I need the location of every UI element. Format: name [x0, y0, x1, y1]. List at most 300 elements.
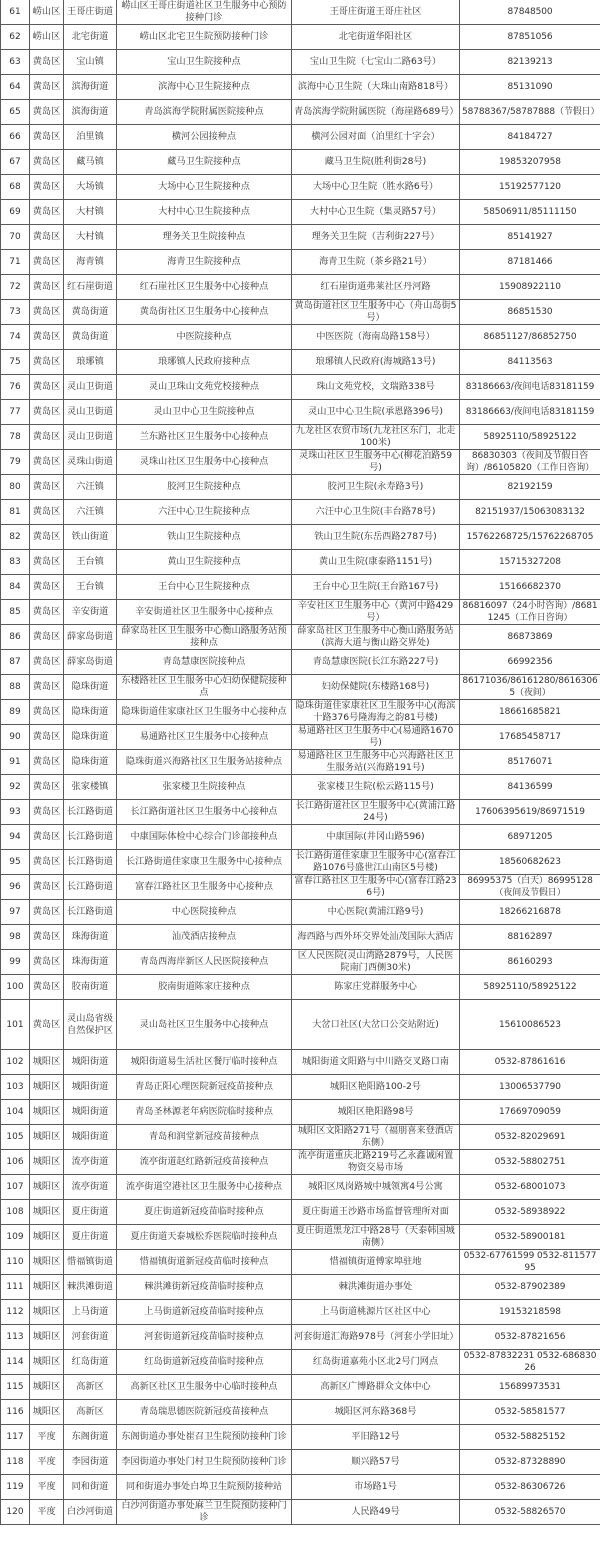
street-cell: 灵山卫街道 — [64, 375, 117, 400]
street-cell: 薛家岛街道 — [64, 650, 117, 675]
address-cell: 城阳区文阳路271号（福朋喜来登酒店东侧） — [292, 1125, 460, 1150]
street-cell: 城阳街道 — [64, 1100, 117, 1125]
table-row — [1, 1200, 600, 1225]
address-cell: 珠山文苑党校，文瑞路338号 — [292, 375, 460, 400]
phone-cell: 0532-87832231 0532-68683026 — [460, 1350, 600, 1375]
address-cell: 海青卫生院（茶乡路21号） — [292, 250, 460, 275]
phone-cell: 0532-86306726 — [460, 1475, 600, 1500]
row-number-cell: 63 — [1, 50, 30, 75]
address-cell: 辛安社区卫生服务中心（黄河中路429号） — [292, 600, 460, 625]
phone-cell: 15762268725/15762268705 — [460, 525, 600, 550]
address-cell: 黄山卫生院(康泰路1151号) — [292, 550, 460, 575]
phone-cell: 85176071 — [460, 750, 600, 775]
phone-cell: 19853207958 — [460, 150, 600, 175]
vaccination-site-cell: 汕茂酒店接种点 — [117, 925, 292, 950]
street-cell: 滨海街道 — [64, 75, 117, 100]
row-number-cell: 95 — [1, 850, 30, 875]
row-number-cell: 69 — [1, 200, 30, 225]
address-cell: 青岛慧康医院(长江东路227号) — [292, 650, 460, 675]
table-row — [1, 975, 600, 1000]
table-row — [1, 900, 600, 925]
address-cell: 大村中心卫生院（集灵路57号） — [292, 200, 460, 225]
phone-cell: 85141927 — [460, 225, 600, 250]
address-cell: 滨海中心卫生院（大珠山南路818号） — [292, 75, 460, 100]
table-row — [1, 450, 600, 475]
row-number-cell: 61 — [1, 0, 30, 25]
district-cell: 黄岛区 — [30, 525, 64, 550]
vaccination-site-cell: 胶南街道陈家庄接种点 — [117, 975, 292, 1000]
table-row — [1, 250, 600, 275]
vaccination-site-cell: 隐珠街道兴海路社区卫生服务站接种点 — [117, 750, 292, 775]
district-cell: 崂山区 — [30, 0, 64, 25]
table-row — [1, 1250, 600, 1275]
vaccination-site-cell: 夏庄街道新冠疫苗临时接种点 — [117, 1200, 292, 1225]
address-cell: 易通路社区卫生服务中心(易通路1670号) — [292, 725, 460, 750]
row-number-cell: 109 — [1, 1225, 30, 1250]
row-number-cell: 66 — [1, 125, 30, 150]
street-cell: 灵山卫街道 — [64, 400, 117, 425]
phone-cell: 84113563 — [460, 350, 600, 375]
district-cell: 黄岛区 — [30, 200, 64, 225]
district-cell: 黄岛区 — [30, 325, 64, 350]
street-cell: 同和街道 — [64, 1475, 117, 1500]
vaccination-site-cell: 海青卫生院接种点 — [117, 250, 292, 275]
vaccination-site-cell: 中医院接种点 — [117, 325, 292, 350]
phone-cell: 15610086523 — [460, 1000, 600, 1050]
address-cell: 城阳街道文阳路与中川路交叉路口南 — [292, 1050, 460, 1075]
address-cell: 海西路与西外环交界处汕茂国际大酒店 — [292, 925, 460, 950]
table-row — [1, 750, 600, 775]
table-row — [1, 800, 600, 825]
street-cell: 灵珠山街道 — [64, 450, 117, 475]
vaccination-site-cell: 惜福镇街道新冠疫苗临时接种点 — [117, 1250, 292, 1275]
vaccination-site-cell: 隐珠街道佳家康社区卫生服务中心接种点 — [117, 700, 292, 725]
table-row — [1, 25, 600, 50]
vaccination-site-cell: 富春江路社区卫生服务中心接种点 — [117, 875, 292, 900]
table-row — [1, 875, 600, 900]
address-cell: 薛家岛社区卫生服务中心衡山路服务站(滨海大道与衡山路交界处) — [292, 625, 460, 650]
address-cell: 王哥庄街道王哥庄社区 — [292, 0, 460, 25]
table-row — [1, 1375, 600, 1400]
table-row — [1, 1150, 600, 1175]
street-cell: 灵山卫街道 — [64, 425, 117, 450]
address-cell: 藏马卫生院(胜利街28号) — [292, 150, 460, 175]
phone-cell: 13006537790 — [460, 1075, 600, 1100]
vaccination-site-cell: 长江路街道社区卫生服务中心接种点 — [117, 800, 292, 825]
street-cell: 王台镇 — [64, 550, 117, 575]
row-number-cell: 85 — [1, 600, 30, 625]
street-cell: 王哥庄街道 — [64, 0, 117, 25]
address-cell: 大场中心卫生院（胜水路6号） — [292, 175, 460, 200]
table-row — [1, 825, 600, 850]
district-cell: 黄岛区 — [30, 850, 64, 875]
table-row — [1, 0, 600, 25]
phone-cell: 86171036/86161280/86163065（夜间） — [460, 675, 600, 700]
vaccination-site-cell: 流亭街道赵红路新冠疫苗接种点 — [117, 1150, 292, 1175]
phone-cell: 83186663/夜间电话83181159 — [460, 400, 600, 425]
row-number-cell: 93 — [1, 800, 30, 825]
row-number-cell: 91 — [1, 750, 30, 775]
table-row — [1, 1325, 600, 1350]
phone-cell: 86851530 — [460, 300, 600, 325]
address-cell: 妇幼保健院(东楼路168号) — [292, 675, 460, 700]
phone-cell: 85131090 — [460, 75, 600, 100]
district-cell: 城阳区 — [30, 1150, 64, 1175]
phone-cell: 18266216878 — [460, 900, 600, 925]
vaccination-site-cell: 灵珠山社区卫生服务中心接种点 — [117, 450, 292, 475]
address-cell: 陈家庄党群服务中心 — [292, 975, 460, 1000]
phone-cell: 0532-68001073 — [460, 1175, 600, 1200]
phone-cell: 84184727 — [460, 125, 600, 150]
phone-cell: 19153218598 — [460, 1300, 600, 1325]
row-number-cell: 77 — [1, 400, 30, 425]
table-row — [1, 1100, 600, 1125]
street-cell: 王台镇 — [64, 575, 117, 600]
district-cell: 黄岛区 — [30, 450, 64, 475]
district-cell: 黄岛区 — [30, 250, 64, 275]
table-row — [1, 925, 600, 950]
district-cell: 城阳区 — [30, 1275, 64, 1300]
row-number-cell: 118 — [1, 1450, 30, 1475]
phone-cell: 58506911/85111150 — [460, 200, 600, 225]
phone-cell: 15715327208 — [460, 550, 600, 575]
row-number-cell: 111 — [1, 1275, 30, 1300]
table-row — [1, 1000, 600, 1050]
vaccination-site-cell: 六汪中心卫生院接种点 — [117, 500, 292, 525]
table-row — [1, 325, 600, 350]
phone-cell: 17606395619/86971519 — [460, 800, 600, 825]
street-cell: 河套街道 — [64, 1325, 117, 1350]
phone-cell: 86160293 — [460, 950, 600, 975]
address-cell: 青岛滨海学院附属医院（海崖路689号） — [292, 100, 460, 125]
district-cell: 黄岛区 — [30, 475, 64, 500]
street-cell: 灵山岛省级自然保护区 — [64, 1000, 117, 1050]
table-row — [1, 775, 600, 800]
phone-cell: 0532-87902389 — [460, 1275, 600, 1300]
vaccination-site-cell: 李园街道办事处门村卫生院预防接种门诊 — [117, 1450, 292, 1475]
district-cell: 城阳区 — [30, 1175, 64, 1200]
row-number-cell: 97 — [1, 900, 30, 925]
phone-cell: 0532-58581577 — [460, 1400, 600, 1425]
row-number-cell: 89 — [1, 700, 30, 725]
table-row — [1, 1450, 600, 1475]
street-cell: 泊里镇 — [64, 125, 117, 150]
district-cell: 黄岛区 — [30, 400, 64, 425]
street-cell: 东阁街道 — [64, 1425, 117, 1450]
phone-cell: 88162897 — [460, 925, 600, 950]
address-cell: 富春江路社区卫生服务中心(富春江路236号) — [292, 875, 460, 900]
district-cell: 城阳区 — [30, 1325, 64, 1350]
address-cell: 中康国际(井冈山路596) — [292, 825, 460, 850]
vaccination-site-cell: 琅琊镇人民政府接种点 — [117, 350, 292, 375]
vaccination-site-cell: 河套街道新冠疫苗临时接种点 — [117, 1325, 292, 1350]
street-cell: 李园街道 — [64, 1450, 117, 1475]
street-cell: 隐珠街道 — [64, 675, 117, 700]
phone-cell: 0532-87821656 — [460, 1325, 600, 1350]
street-cell: 薛家岛街道 — [64, 625, 117, 650]
address-cell: 夏庄街道黑龙江中路28号（天泰韩国城南侧） — [292, 1225, 460, 1250]
district-cell: 城阳区 — [30, 1225, 64, 1250]
table-row — [1, 1400, 600, 1425]
street-cell: 长江路街道 — [64, 900, 117, 925]
district-cell: 崂山区 — [30, 25, 64, 50]
vaccination-site-cell: 黄岛街社区卫生服务中心接种点 — [117, 300, 292, 325]
vaccination-site-cell: 红石崖社区卫生服务中心接种点 — [117, 275, 292, 300]
address-cell: 顺兴路57号 — [292, 1450, 460, 1475]
address-cell: 宝山卫生院（七宝山二路63号） — [292, 50, 460, 75]
row-number-cell: 73 — [1, 300, 30, 325]
address-cell: 城阳区凤岗路城中城领寓4号公寓 — [292, 1175, 460, 1200]
district-cell: 黄岛区 — [30, 650, 64, 675]
street-cell: 惜福镇街道 — [64, 1250, 117, 1275]
table-row — [1, 350, 600, 375]
district-cell: 平度 — [30, 1500, 64, 1525]
vaccination-site-cell: 青岛慧康医院接种点 — [117, 650, 292, 675]
address-cell: 高新区广博路群众文体中心 — [292, 1375, 460, 1400]
phone-cell: 82139213 — [460, 50, 600, 75]
table-row — [1, 575, 600, 600]
address-cell: 铁山卫生院(东岳西路2787号) — [292, 525, 460, 550]
phone-cell: 66992356 — [460, 650, 600, 675]
vaccination-site-cell: 灵山岛社区卫生服务中心接种点 — [117, 1000, 292, 1050]
phone-cell: 17685458717 — [460, 725, 600, 750]
district-cell: 黄岛区 — [30, 575, 64, 600]
row-number-cell: 116 — [1, 1400, 30, 1425]
vaccination-site-cell: 横河公园接种点 — [117, 125, 292, 150]
row-number-cell: 74 — [1, 325, 30, 350]
table-row — [1, 550, 600, 575]
phone-cell: 17669709059 — [460, 1100, 600, 1125]
row-number-cell: 87 — [1, 650, 30, 675]
address-cell: 王台中心卫生院(王台路167号) — [292, 575, 460, 600]
phone-cell: 84136599 — [460, 775, 600, 800]
table-row — [1, 700, 600, 725]
address-cell: 棘洪滩街道办事处 — [292, 1275, 460, 1300]
address-cell: 北宅街道华阳社区 — [292, 25, 460, 50]
district-cell: 黄岛区 — [30, 625, 64, 650]
district-cell: 平度 — [30, 1425, 64, 1450]
table-row — [1, 400, 600, 425]
district-cell: 黄岛区 — [30, 675, 64, 700]
street-cell: 黄岛街道 — [64, 325, 117, 350]
phone-cell: 0532-87861616 — [460, 1050, 600, 1075]
district-cell: 黄岛区 — [30, 100, 64, 125]
street-cell: 高新区 — [64, 1375, 117, 1400]
vaccination-site-cell: 青岛和润堂新冠疫苗接种点 — [117, 1125, 292, 1150]
vaccination-site-cell: 薛家岛社区卫生服务中心衡山路服务站预接种点 — [117, 625, 292, 650]
street-cell: 上马街道 — [64, 1300, 117, 1325]
street-cell: 海青镇 — [64, 250, 117, 275]
phone-cell: 0532-67761599 0532-81157795 — [460, 1250, 600, 1275]
street-cell: 大村镇 — [64, 225, 117, 250]
row-number-cell: 81 — [1, 500, 30, 525]
district-cell: 黄岛区 — [30, 150, 64, 175]
address-cell: 城阳区艳阳路100-2号 — [292, 1075, 460, 1100]
district-cell: 黄岛区 — [30, 600, 64, 625]
phone-cell: 15908922110 — [460, 275, 600, 300]
row-number-cell: 107 — [1, 1175, 30, 1200]
row-number-cell: 113 — [1, 1325, 30, 1350]
table-row — [1, 1125, 600, 1150]
vaccination-site-cell: 灵山卫中心卫生院接种点 — [117, 400, 292, 425]
phone-cell: 86816097（24小时咨询）/86811245（工作日咨询） — [460, 600, 600, 625]
district-cell: 黄岛区 — [30, 725, 64, 750]
district-cell: 黄岛区 — [30, 925, 64, 950]
phone-cell: 0532-58900181 — [460, 1225, 600, 1250]
row-number-cell: 117 — [1, 1425, 30, 1450]
street-cell: 城阳街道 — [64, 1125, 117, 1150]
row-number-cell: 106 — [1, 1150, 30, 1175]
vaccination-site-cell: 滨海中心卫生院接种点 — [117, 75, 292, 100]
table-row — [1, 150, 600, 175]
phone-cell: 58925110/58925122 — [460, 425, 600, 450]
vaccination-site-cell: 夏庄街道天泰城松乔医院临时接种点 — [117, 1225, 292, 1250]
phone-cell: 18661685821 — [460, 700, 600, 725]
vaccination-site-cell: 崂山区王哥庄街道社区卫生服务中心预防接种门诊 — [117, 0, 292, 25]
address-cell: 大岔口社区(大岔口公交站附近) — [292, 1000, 460, 1050]
row-number-cell: 94 — [1, 825, 30, 850]
vaccination-site-cell: 理务关卫生院接种点 — [117, 225, 292, 250]
district-cell: 城阳区 — [30, 1375, 64, 1400]
phone-cell: 83186663/夜间电话83181159 — [460, 375, 600, 400]
district-cell: 黄岛区 — [30, 800, 64, 825]
table-row — [1, 175, 600, 200]
row-number-cell: 100 — [1, 975, 30, 1000]
table-row — [1, 125, 600, 150]
vaccination-site-cell: 宝山卫生院接种点 — [117, 50, 292, 75]
address-cell: 隐珠街道佳家康社区卫生服务中心(海滨十路376号隆海海之韵81号楼) — [292, 700, 460, 725]
vaccination-site-cell: 东楼路社区卫生服务中心妇幼保健院接种点 — [117, 675, 292, 700]
street-cell: 夏庄街道 — [64, 1225, 117, 1250]
table-row — [1, 225, 600, 250]
table-row — [1, 1275, 600, 1300]
street-cell: 辛安街道 — [64, 600, 117, 625]
vaccination-site-cell: 崂山区北宅卫生院预防接种门诊 — [117, 25, 292, 50]
street-cell: 珠海街道 — [64, 950, 117, 975]
phone-cell: 0532-58826570 — [460, 1500, 600, 1525]
phone-cell: 86851127/86852750 — [460, 325, 600, 350]
phone-cell: 0532-58825152 — [460, 1425, 600, 1450]
row-number-cell: 88 — [1, 675, 30, 700]
address-cell: 惜福镇街道傅家埠驻地 — [292, 1250, 460, 1275]
phone-cell: 0532-87328890 — [460, 1450, 600, 1475]
table-row — [1, 1225, 600, 1250]
vaccination-site-cell: 青岛滨海学院附属医院接种点 — [117, 100, 292, 125]
address-cell: 长江路街道佳家康卫生服务中心(富春江路1076号盛世江山南区5号楼) — [292, 850, 460, 875]
district-cell: 黄岛区 — [30, 50, 64, 75]
street-cell: 流亭街道 — [64, 1175, 117, 1200]
district-cell: 黄岛区 — [30, 75, 64, 100]
row-number-cell: 96 — [1, 875, 30, 900]
table-row — [1, 950, 600, 975]
district-cell: 黄岛区 — [30, 775, 64, 800]
table-row — [1, 1500, 600, 1525]
table-row — [1, 725, 600, 750]
table-row — [1, 650, 600, 675]
street-cell: 大场镇 — [64, 175, 117, 200]
table-row — [1, 375, 600, 400]
address-cell: 红石崖街道弗莱社区丹河路 — [292, 275, 460, 300]
vaccination-site-cell: 上马街道新冠疫苗临时接种点 — [117, 1300, 292, 1325]
row-number-cell: 90 — [1, 725, 30, 750]
street-cell: 城阳街道 — [64, 1050, 117, 1075]
row-number-cell: 70 — [1, 225, 30, 250]
street-cell: 城阳街道 — [64, 1075, 117, 1100]
row-number-cell: 71 — [1, 250, 30, 275]
table-row — [1, 1175, 600, 1200]
phone-cell: 86873869 — [460, 625, 600, 650]
row-number-cell: 98 — [1, 925, 30, 950]
district-cell: 黄岛区 — [30, 975, 64, 1000]
table-row — [1, 200, 600, 225]
vaccination-site-cell: 胶河卫生院接种点 — [117, 475, 292, 500]
district-cell: 黄岛区 — [30, 825, 64, 850]
phone-cell: 58925110/58925122 — [460, 975, 600, 1000]
street-cell: 棘洪滩街道 — [64, 1275, 117, 1300]
address-cell: 理务关卫生院（吉利街227号） — [292, 225, 460, 250]
row-number-cell: 104 — [1, 1100, 30, 1125]
street-cell: 六汪镇 — [64, 500, 117, 525]
row-number-cell: 101 — [1, 1000, 30, 1050]
row-number-cell: 80 — [1, 475, 30, 500]
table-row — [1, 850, 600, 875]
row-number-cell: 62 — [1, 25, 30, 50]
district-cell: 黄岛区 — [30, 175, 64, 200]
district-cell: 黄岛区 — [30, 225, 64, 250]
phone-cell: 15689973531 — [460, 1375, 600, 1400]
table-row — [1, 1300, 600, 1325]
district-cell: 黄岛区 — [30, 500, 64, 525]
district-cell: 城阳区 — [30, 1100, 64, 1125]
address-cell: 琅琊镇人民政府(海城路13号) — [292, 350, 460, 375]
district-cell: 城阳区 — [30, 1350, 64, 1375]
street-cell: 隐珠街道 — [64, 700, 117, 725]
row-number-cell: 76 — [1, 375, 30, 400]
phone-cell: 68971205 — [460, 825, 600, 850]
phone-cell: 18560682623 — [460, 850, 600, 875]
vaccination-site-cell: 棘洪滩街新冠疫苗临时接种点 — [117, 1275, 292, 1300]
vaccination-site-cell: 铁山卫生院接种点 — [117, 525, 292, 550]
district-cell: 黄岛区 — [30, 350, 64, 375]
table-row — [1, 1050, 600, 1075]
address-cell: 九龙社区农贸市场(九龙社区东门，北走100米) — [292, 425, 460, 450]
phone-cell: 82151937/15063083132 — [460, 500, 600, 525]
row-number-cell: 86 — [1, 625, 30, 650]
row-number-cell: 79 — [1, 450, 30, 475]
address-cell: 中医医院（海南岛路158号） — [292, 325, 460, 350]
street-cell: 长江路街道 — [64, 875, 117, 900]
phone-cell: 0532-58938922 — [460, 1200, 600, 1225]
street-cell: 宝山镇 — [64, 50, 117, 75]
address-cell: 六汪中心卫生院(丰台路78号) — [292, 500, 460, 525]
district-cell: 黄岛区 — [30, 875, 64, 900]
row-number-cell: 103 — [1, 1075, 30, 1100]
row-number-cell: 72 — [1, 275, 30, 300]
street-cell: 珠海街道 — [64, 925, 117, 950]
address-cell: 人民路49号 — [292, 1500, 460, 1525]
row-number-cell: 102 — [1, 1050, 30, 1075]
row-number-cell: 75 — [1, 350, 30, 375]
district-cell: 黄岛区 — [30, 750, 64, 775]
table-row — [1, 625, 600, 650]
street-cell: 长江路街道 — [64, 850, 117, 875]
address-cell: 平旧路12号 — [292, 1425, 460, 1450]
street-cell: 北宅街道 — [64, 25, 117, 50]
district-cell: 城阳区 — [30, 1400, 64, 1425]
district-cell: 平度 — [30, 1475, 64, 1500]
vaccination-site-cell: 王台中心卫生院接种点 — [117, 575, 292, 600]
vaccination-site-cell: 青岛圣林源老年病医院临时接种点 — [117, 1100, 292, 1125]
